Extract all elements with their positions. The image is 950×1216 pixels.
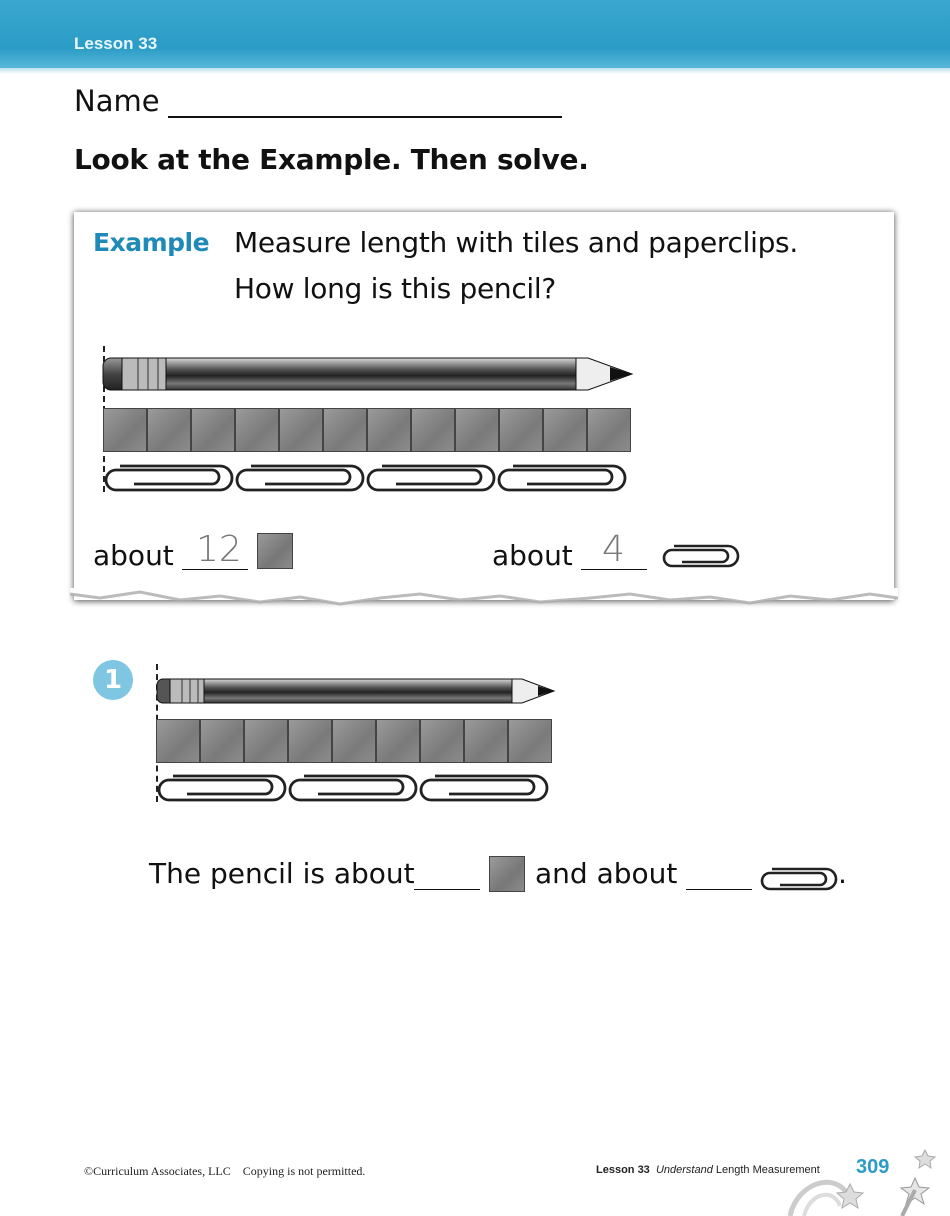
paperclip-icon xyxy=(497,464,628,492)
square-tile xyxy=(103,408,147,452)
square-tile xyxy=(499,408,543,452)
torn-paper-edge xyxy=(70,588,898,616)
example-instruction-line-2: How long is this pencil? xyxy=(234,272,556,305)
paperclip-icon xyxy=(235,464,366,492)
square-tile xyxy=(244,719,288,763)
paperclip-icon xyxy=(662,544,740,568)
page-number: 309 xyxy=(856,1156,890,1178)
clip-answer-blank[interactable] xyxy=(686,889,752,890)
decorative-stars-icon xyxy=(770,1130,950,1216)
example-clip-about: about xyxy=(492,539,573,572)
square-tile xyxy=(543,408,587,452)
square-tile xyxy=(464,719,508,763)
paperclip-icon xyxy=(366,464,497,492)
pencil-icon xyxy=(156,676,556,706)
square-tile xyxy=(147,408,191,452)
answer-sentence-part-2: and about xyxy=(535,857,678,890)
square-tile xyxy=(376,719,420,763)
example-tile-answer: 12 xyxy=(196,529,242,570)
example-paperclip-row xyxy=(104,464,628,492)
square-tile xyxy=(156,719,200,763)
lesson-tag: Lesson 33 xyxy=(74,34,158,53)
sentence-period: . xyxy=(838,857,847,890)
paperclip-icon xyxy=(104,464,235,492)
copyright-notice: ©Curriculum Associates, LLC Copying is not permitted. xyxy=(84,1164,366,1178)
square-tile-icon xyxy=(257,533,293,569)
square-tile xyxy=(191,408,235,452)
instruction-heading: Look at the Example. Then solve. xyxy=(74,143,589,176)
problem-number-badge: 1 xyxy=(93,660,133,700)
name-label: Name xyxy=(74,84,160,118)
footer-topic: Length Measurement xyxy=(715,1164,820,1176)
square-tile xyxy=(587,408,631,452)
tile-answer-blank[interactable] xyxy=(414,889,480,890)
square-tile xyxy=(200,719,244,763)
footer-lesson: Lesson 33 xyxy=(596,1164,650,1176)
paperclip-icon xyxy=(157,774,288,802)
paperclip-icon xyxy=(760,867,838,891)
square-tile xyxy=(367,408,411,452)
problem-paperclip-row xyxy=(157,774,550,802)
square-tile xyxy=(235,408,279,452)
example-instruction-line-1: Measure length with tiles and paperclips. xyxy=(234,226,798,259)
square-tile xyxy=(279,408,323,452)
example-tile-row xyxy=(103,408,631,452)
problem-tile-row xyxy=(156,719,552,763)
example-clip-answer: 4 xyxy=(602,529,625,570)
pencil-icon xyxy=(102,354,634,394)
square-tile xyxy=(508,719,552,763)
square-tile xyxy=(332,719,376,763)
paperclip-icon xyxy=(288,774,419,802)
square-tile xyxy=(455,408,499,452)
example-tile-about: about xyxy=(93,539,174,572)
name-field-line[interactable] xyxy=(168,116,562,118)
answer-sentence-part-1: The pencil is about xyxy=(149,857,415,890)
square-tile xyxy=(288,719,332,763)
square-tile xyxy=(323,408,367,452)
footer-topic-italic: Understand xyxy=(655,1164,713,1176)
square-tile xyxy=(420,719,464,763)
example-label: Example xyxy=(93,228,210,257)
square-tile xyxy=(411,408,455,452)
square-tile-icon xyxy=(489,856,525,892)
paperclip-icon xyxy=(419,774,550,802)
